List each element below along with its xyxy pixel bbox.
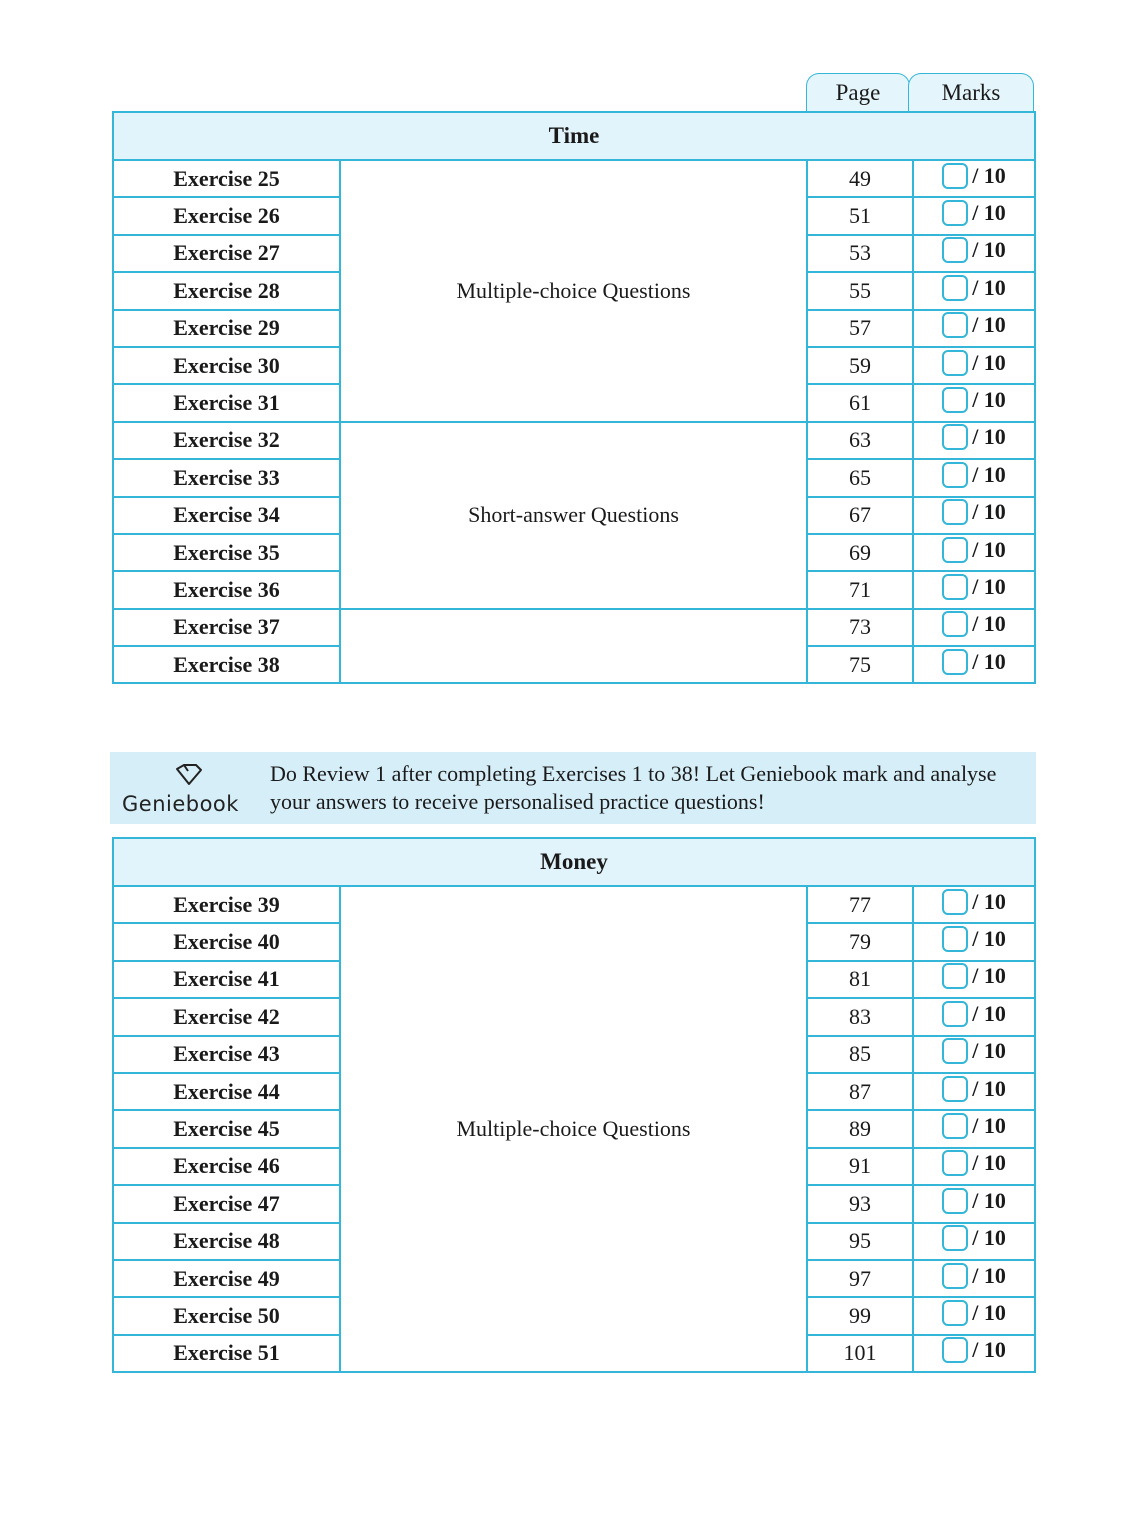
marks-cell (913, 347, 1035, 384)
marks-input-box[interactable] (942, 462, 968, 488)
page-number: 61 (807, 384, 913, 421)
marks-cell (913, 534, 1035, 571)
marks-total: / 10 (972, 1038, 1006, 1064)
marks-entry (942, 1263, 1006, 1289)
marks-input-box[interactable] (942, 889, 968, 915)
marks-total: / 10 (972, 1262, 1006, 1288)
time-section-table (112, 111, 1036, 684)
exercise-name: Exercise 29 (113, 310, 340, 347)
section-title: Money (113, 838, 1035, 886)
marks-cell (913, 1073, 1035, 1110)
marks-total: / 10 (972, 349, 1006, 375)
page-number: 99 (807, 1297, 913, 1334)
marks-cell (913, 272, 1035, 309)
exercise-name: Exercise 44 (113, 1073, 340, 1110)
marks-entry (942, 312, 1006, 338)
exercise-name: Exercise 25 (113, 160, 340, 197)
marks-total: / 10 (972, 461, 1006, 487)
marks-cell (913, 235, 1035, 272)
marks-input-box[interactable] (942, 499, 968, 525)
marks-entry (942, 499, 1006, 525)
marks-input-box[interactable] (942, 1150, 968, 1176)
marks-total: / 10 (972, 387, 1006, 413)
marks-total: / 10 (972, 1075, 1006, 1101)
marks-cell (913, 609, 1035, 646)
page-number: 89 (807, 1110, 913, 1147)
marks-cell (913, 886, 1035, 923)
marks-total: / 10 (972, 237, 1006, 263)
marks-total: / 10 (972, 274, 1006, 300)
marks-input-box[interactable] (942, 574, 968, 600)
exercise-name: Exercise 31 (113, 384, 340, 421)
page-number: 95 (807, 1223, 913, 1260)
geniebook-logo (110, 752, 270, 824)
marks-total: / 10 (972, 1150, 1006, 1176)
page-number: 55 (807, 272, 913, 309)
marks-input-box[interactable] (942, 1001, 968, 1027)
section-title: Time (113, 112, 1035, 160)
marks-total: / 10 (972, 888, 1006, 914)
marks-input-box[interactable] (942, 1038, 968, 1064)
marks-input-box[interactable] (942, 237, 968, 263)
page-number: 49 (807, 160, 913, 197)
table-row (113, 886, 1035, 923)
question-type: Short-answer Questions (340, 422, 807, 609)
marks-entry (942, 350, 1006, 376)
marks-total: / 10 (972, 312, 1006, 338)
page-number: 73 (807, 609, 913, 646)
marks-total: / 10 (972, 1225, 1006, 1251)
marks-cell (913, 197, 1035, 234)
marks-input-box[interactable] (942, 963, 968, 989)
marks-entry (942, 424, 1006, 450)
marks-cell (913, 384, 1035, 421)
marks-input-box[interactable] (942, 1076, 968, 1102)
marks-input-box[interactable] (942, 1263, 968, 1289)
exercise-name: Exercise 49 (113, 1260, 340, 1297)
marks-entry (942, 1076, 1006, 1102)
exercise-name: Exercise 38 (113, 646, 340, 683)
marks-total: / 10 (972, 1000, 1006, 1026)
exercise-name: Exercise 30 (113, 347, 340, 384)
marks-cell (913, 1223, 1035, 1260)
exercise-name: Exercise 32 (113, 422, 340, 459)
marks-entry (942, 963, 1006, 989)
review-instruction-text: Do Review 1 after completing Exercises 1 to 38! Let Geniebook mark and analyse your answers to receive personalised practice questions! (270, 761, 997, 814)
page-number: 91 (807, 1148, 913, 1185)
marks-total: / 10 (972, 1187, 1006, 1213)
marks-total: / 10 (972, 424, 1006, 450)
page-number: 69 (807, 534, 913, 571)
page-number: 87 (807, 1073, 913, 1110)
marks-entry (942, 611, 1006, 637)
exercise-name: Exercise 42 (113, 998, 340, 1035)
marks-cell (913, 160, 1035, 197)
geniebook-brand-name: Geniebook (122, 792, 239, 816)
marks-input-box[interactable] (942, 1225, 968, 1251)
marks-cell (913, 1260, 1035, 1297)
marks-cell (913, 497, 1035, 534)
marks-total: / 10 (972, 963, 1006, 989)
marks-input-box[interactable] (942, 1300, 968, 1326)
page-number: 97 (807, 1260, 913, 1297)
marks-total: / 10 (972, 499, 1006, 525)
marks-entry (942, 237, 1006, 263)
page-number: 93 (807, 1185, 913, 1222)
marks-input-box[interactable] (942, 611, 968, 637)
page-number: 81 (807, 961, 913, 998)
exercise-name: Exercise 45 (113, 1110, 340, 1147)
marks-total: / 10 (972, 573, 1006, 599)
marks-cell (913, 646, 1035, 683)
marks-cell (913, 998, 1035, 1035)
marks-input-box[interactable] (942, 1337, 968, 1363)
exercise-name: Exercise 50 (113, 1297, 340, 1334)
page-number: 75 (807, 646, 913, 683)
marks-input-box[interactable] (942, 926, 968, 952)
marks-total: / 10 (972, 536, 1006, 562)
marks-entry (942, 1001, 1006, 1027)
page-column-tab: Page (806, 73, 910, 111)
page-number: 67 (807, 497, 913, 534)
page-number: 77 (807, 886, 913, 923)
exercise-name: Exercise 36 (113, 571, 340, 608)
exercise-name: Exercise 34 (113, 497, 340, 534)
marks-cell (913, 571, 1035, 608)
page-number: 65 (807, 459, 913, 496)
marks-cell (913, 1110, 1035, 1147)
marks-entry (942, 537, 1006, 563)
marks-cell (913, 923, 1035, 960)
marks-input-box[interactable] (942, 387, 968, 413)
marks-entry (942, 462, 1006, 488)
marks-total: / 10 (972, 611, 1006, 637)
marks-entry (942, 163, 1006, 189)
exercise-name: Exercise 39 (113, 886, 340, 923)
marks-entry (942, 1225, 1006, 1251)
page-number: 101 (807, 1335, 913, 1372)
marks-cell (913, 1335, 1035, 1372)
marks-total: / 10 (972, 1299, 1006, 1325)
exercise-name: Exercise 40 (113, 923, 340, 960)
marks-input-box[interactable] (942, 1188, 968, 1214)
marks-entry (942, 1150, 1006, 1176)
page-number: 57 (807, 310, 913, 347)
table-row (113, 160, 1035, 197)
marks-entry (942, 1038, 1006, 1064)
marks-entry (942, 574, 1006, 600)
question-type: Multiple-choice Questions (340, 886, 807, 1372)
marks-input-box[interactable] (942, 312, 968, 338)
marks-total: / 10 (972, 1113, 1006, 1139)
marks-total: / 10 (972, 648, 1006, 674)
page-number: 79 (807, 923, 913, 960)
exercise-name: Exercise 51 (113, 1335, 340, 1372)
marks-cell (913, 961, 1035, 998)
page-number: 83 (807, 998, 913, 1035)
marks-entry (942, 649, 1006, 675)
marks-entry (942, 387, 1006, 413)
page-number: 51 (807, 197, 913, 234)
marks-total: / 10 (972, 926, 1006, 952)
marks-total: / 10 (972, 1337, 1006, 1363)
marks-total: / 10 (972, 162, 1006, 188)
marks-cell (913, 1148, 1035, 1185)
table-row (113, 609, 1035, 646)
genie-lamp-icon (174, 762, 204, 788)
marks-entry (942, 1188, 1006, 1214)
marks-cell (913, 422, 1035, 459)
table-row (113, 422, 1035, 459)
exercise-name: Exercise 47 (113, 1185, 340, 1222)
exercise-name: Exercise 46 (113, 1148, 340, 1185)
marks-input-box[interactable] (942, 537, 968, 563)
marks-input-box[interactable] (942, 163, 968, 189)
page-number: 53 (807, 235, 913, 272)
exercise-name: Exercise 28 (113, 272, 340, 309)
exercise-name: Exercise 27 (113, 235, 340, 272)
marks-entry (942, 275, 1006, 301)
page-number: 85 (807, 1036, 913, 1073)
marks-entry (942, 1337, 1006, 1363)
exercise-name: Exercise 37 (113, 609, 340, 646)
marks-entry (942, 889, 1006, 915)
column-header-tabs (806, 73, 1034, 111)
marks-input-box[interactable] (942, 424, 968, 450)
marks-cell (913, 1185, 1035, 1222)
geniebook-banner (110, 752, 1036, 824)
marks-input-box[interactable] (942, 350, 968, 376)
marks-cell (913, 310, 1035, 347)
page-number: 59 (807, 347, 913, 384)
marks-cell (913, 459, 1035, 496)
marks-total: / 10 (972, 200, 1006, 226)
marks-entry (942, 1300, 1006, 1326)
exercise-name: Exercise 41 (113, 961, 340, 998)
exercise-name: Exercise 26 (113, 197, 340, 234)
exercise-name: Exercise 43 (113, 1036, 340, 1073)
money-section-table (112, 837, 1036, 1373)
question-type (340, 609, 807, 684)
exercise-name: Exercise 35 (113, 534, 340, 571)
marks-input-box[interactable] (942, 649, 968, 675)
exercise-name: Exercise 33 (113, 459, 340, 496)
marks-entry (942, 200, 1006, 226)
question-type: Multiple-choice Questions (340, 160, 807, 422)
marks-entry (942, 1113, 1006, 1139)
exercise-name: Exercise 48 (113, 1223, 340, 1260)
marks-column-tab: Marks (908, 73, 1034, 111)
marks-input-box[interactable] (942, 1113, 968, 1139)
marks-cell (913, 1297, 1035, 1334)
marks-cell (913, 1036, 1035, 1073)
page-number: 63 (807, 422, 913, 459)
marks-input-box[interactable] (942, 275, 968, 301)
marks-entry (942, 926, 1006, 952)
marks-input-box[interactable] (942, 200, 968, 226)
page-number: 71 (807, 571, 913, 608)
